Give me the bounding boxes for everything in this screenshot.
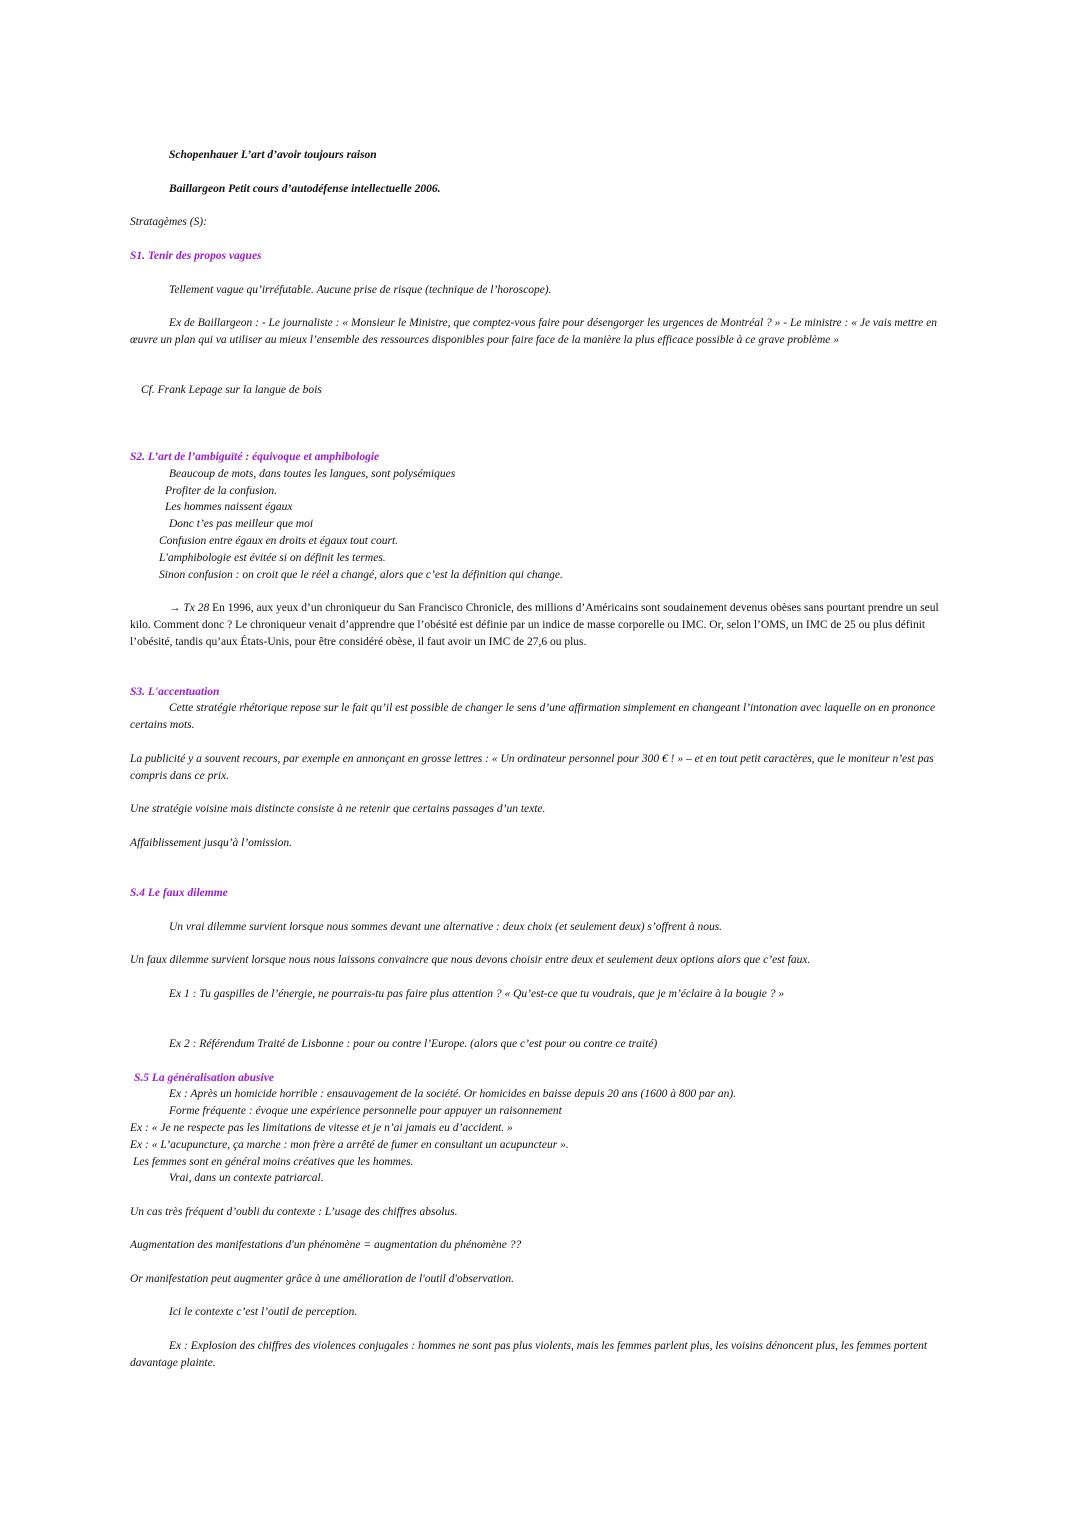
s4-paragraph-1: Un vrai dilemme survient lorsque nous sommes devant une alternative : deux choix (et seulement deux) s’offrent à nous. — [169, 921, 723, 933]
s2-line-7: Sinon confusion : on croit que le réel a changé, alors que c’est la définition qui change. — [159, 569, 563, 581]
s2-line-2: Profiter de la confusion. — [165, 485, 278, 497]
s4-example-2: Ex 2 : Référendum Traité de Lisbonne : pour ou contre l’Europe. (alors que c’est pour ou contre ce traité) — [169, 1038, 658, 1050]
s5-paragraph-1: Un cas très fréquent d’oubli du contexte : L’usage des chiffres absolus. — [130, 1206, 458, 1218]
text-28-body: En 1996, aux yeux d’un chroniqueur du San Francisco Chronicle, des millions d’Américains sont soudainement devenus obèses sans pourtant prendre un seul kilo. Comment donc ? Le chroniqueur venait d’apprendre que l’obésité est définie par un indice de masse corporelle ou IMC. Or, selon l’OMS, un IMC de 25 ou plus définit l’obésité, tandis qu’aux États-Unis, pour être considéré obèse, il faut avoir un IMC de 27,6 ou plus. — [130, 602, 939, 648]
s5-line-1: Ex : Après un homicide horrible : ensauvagement de la société. Or homicides en baisse depuis 20 ans (1600 à 800 par an). — [169, 1088, 737, 1100]
s2-line-3: Les hommes naissent égaux — [165, 501, 293, 513]
arrow-icon: → — [169, 602, 181, 614]
s4-paragraph-2: Un faux dilemme survient lorsque nous nous laissons convaincre que nous devons choisir entre deux et seulement deux options alors que c’est faux. — [130, 954, 811, 966]
s2-line-5: Confusion entre égaux en droits et égaux tout court. — [159, 535, 399, 547]
reference-schopenhauer: Schopenhauer L’art d’avoir toujours raison — [169, 149, 377, 161]
section-title-s4: S.4 Le faux dilemme — [130, 887, 228, 899]
reference-baillargeon: Baillargeon Petit cours d’autodéfense intellectuelle 2006. — [169, 183, 441, 195]
s3-paragraph-1: Cette stratégie rhétorique repose sur le fait qu’il est possible de changer le sens d’une affirmation simplement en changeant l’intonation avec laquelle on en prononce certains mots. — [130, 702, 936, 731]
s5-paragraph-5: Ex : Explosion des chiffres des violences conjugales : hommes ne sont pas plus violents, mais les femmes parlent plus, les voisins dénoncent plus, les femmes portent davantage plainte. — [130, 1340, 928, 1369]
s5-line-5: Les femmes sont en général moins créatives que les hommes. — [133, 1156, 414, 1168]
stratagems-label: Stratagèmes (S): — [130, 216, 207, 228]
s2-text-28-paragraph — [130, 600, 952, 650]
s5-line-6: Vrai, dans un contexte patriarcal. — [169, 1172, 324, 1184]
s2-line-4: Donc t’es pas meilleur que moi — [169, 518, 314, 530]
s3-paragraph-3: Une stratégie voisine mais distincte consiste à ne retenir que certains passages d’un texte. — [130, 803, 546, 815]
s2-line-1: Beaucoup de mots, dans toutes les langues, sont polysémiques — [169, 468, 456, 480]
section-title-s1: S1. Tenir des propos vagues — [130, 250, 262, 262]
s2-line-6: L'amphibologie est évitée si on définit les termes. — [159, 552, 386, 564]
text-reference: Tx 28 — [183, 602, 210, 614]
s5-line-3: Ex : « Je ne respecte pas les limitations de vitesse et je n’ai jamais eu d’accident. » — [130, 1122, 513, 1134]
section-title-s5: S.5 La généralisation abusive — [134, 1072, 274, 1084]
s1-cf: Cf. Frank Lepage sur la langue de bois — [141, 384, 322, 396]
s3-paragraph-2: La publicité y a souvent recours, par exemple en annonçant en grosse lettres : « Un ordinateur personnel pour 300 € ! » – et en tout petit caractères, que le moniteur n’est pas compris dans ce prix. — [130, 753, 934, 782]
section-title-s3: S3. L'accentuation — [130, 686, 220, 698]
s5-paragraph-4: Ici le contexte c’est l’outil de perception. — [169, 1306, 358, 1318]
s1-example: Ex de Baillargeon : - Le journaliste : « Monsieur le Ministre, que comptez-vous faire pour désengorger les urgences de Montréal ? » - Le ministre : « Je vais mettre en œuvre un plan qui va utiliser au mieux l’ensemble des ressources disponibles pour faire face de la manière la plus efficace possible à ce grave problème » — [130, 317, 938, 346]
s5-paragraph-2: Augmentation des manifestations d'un phénomène = augmentation du phénomène ?? — [130, 1239, 522, 1251]
s5-line-4: Ex : « L’acupuncture, ça marche : mon frère a arrêté de fumer en consultant un acupuncteur ». — [130, 1139, 569, 1151]
s5-paragraph-3: Or manifestation peut augmenter grâce à une amélioration de l'outil d'observation. — [130, 1273, 515, 1285]
section-title-s2: S2. L’art de l’ambiguïté : équivoque et amphibologie — [130, 451, 380, 463]
s4-example-1: Ex 1 : Tu gaspilles de l’énergie, ne pourrais-tu pas faire plus attention ? « Qu’est-ce que tu voudrais, que je m’éclaire à la bougie ? » — [169, 988, 785, 1000]
s1-text: Tellement vague qu’irréfutable. Aucune prise de risque (technique de l’horoscope). — [169, 284, 552, 296]
s5-line-2: Forme fréquente : évoque une expérience personnelle pour appuyer un raisonnement — [169, 1105, 562, 1117]
s3-paragraph-4: Affaiblissement jusqu’à l’omission. — [130, 837, 292, 849]
